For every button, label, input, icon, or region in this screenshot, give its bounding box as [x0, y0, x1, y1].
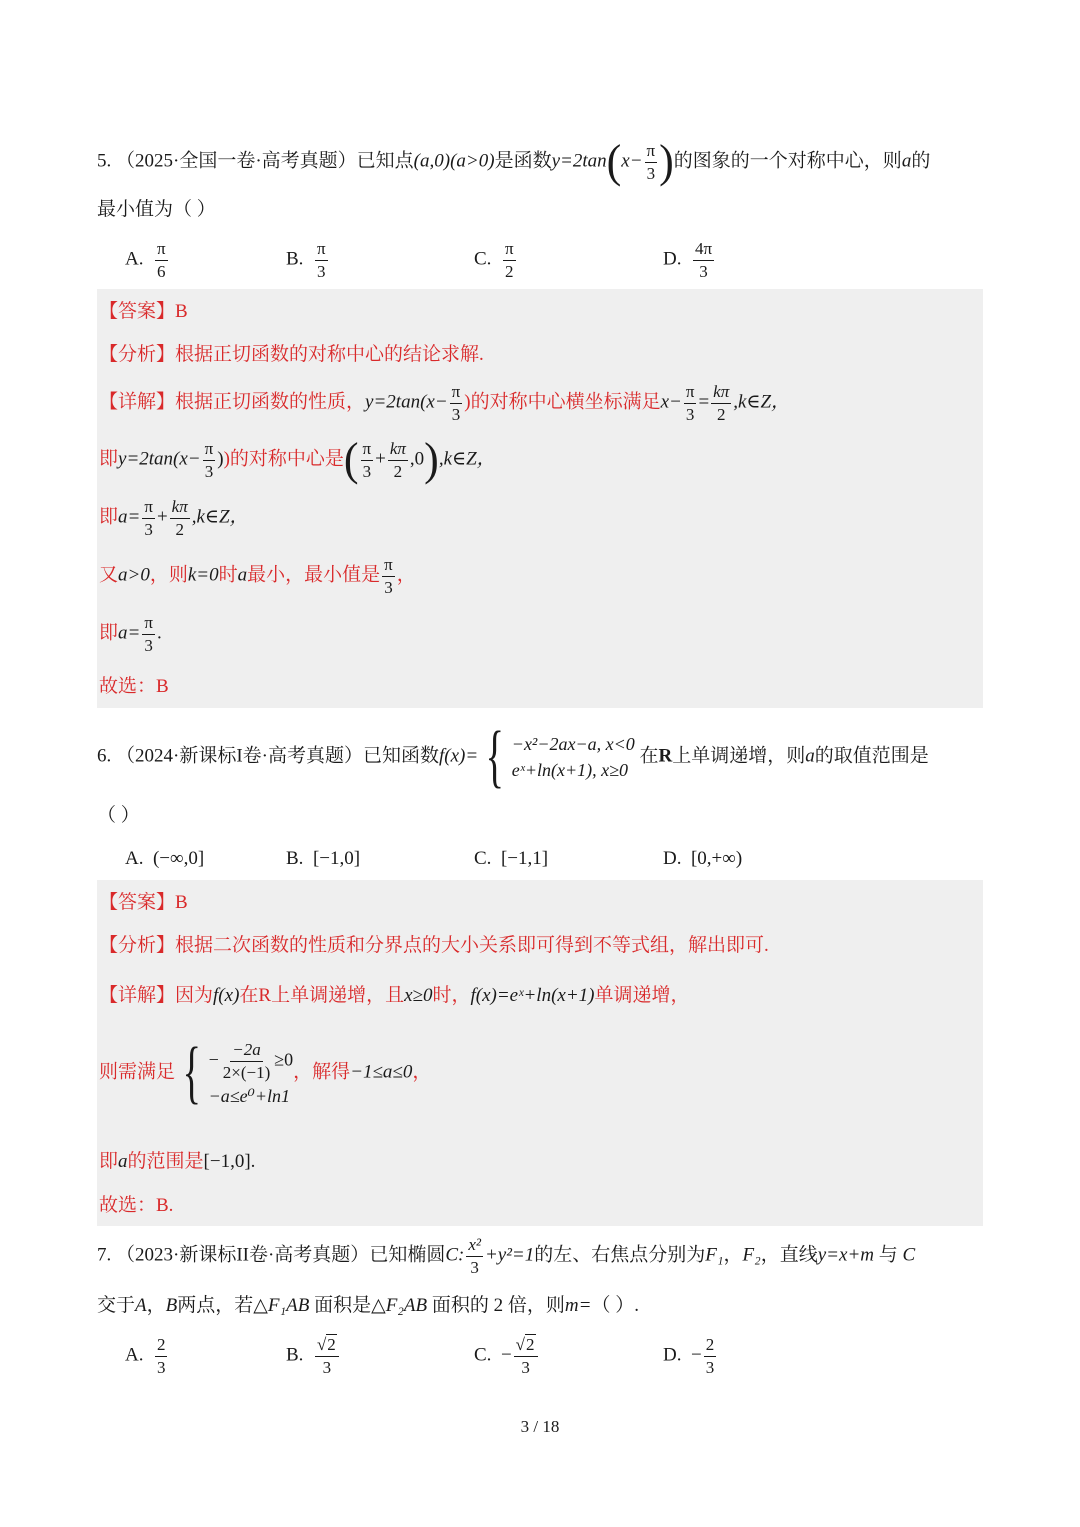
- q5-answer: 【答案】B: [99, 301, 188, 322]
- q6-detail-line3: 即a的范围是[−1,0].: [99, 1151, 256, 1172]
- q5-number: 5.: [97, 150, 112, 172]
- q7-number: 7.: [97, 1244, 112, 1266]
- q7-option-b[interactable]: B. $\frac{√2}{3}$: [286, 1336, 341, 1377]
- q7-stem-line2: 交于A，B两点，若△F₁AB 面积是△F₂AB 面积的 2 倍，则m=（ ）.: [97, 1295, 639, 1316]
- q5-detail-line4: 又a>0，则k=0时a最小，最小值是 $\frac{\pi}{3}$ ，: [99, 555, 416, 597]
- q6-answer: 【答案】B: [99, 892, 188, 913]
- q7-option-c[interactable]: C. − $\frac{√2}{3}$: [474, 1336, 540, 1377]
- q6-option-b[interactable]: B. [−1,0]: [286, 848, 361, 869]
- q5-detail-line1: 【详解】根据正切函数的性质，y=2tan(x− $\frac{\pi}{3}$ )的对称中心横坐标满足x− $\frac{\pi}{3}$ = $\frac{k\pi}{2}$ ,k∈Z，: [99, 382, 791, 424]
- q6-number: 6.: [97, 745, 112, 767]
- q7-option-d[interactable]: D. − $\frac{2}{3}$: [663, 1335, 715, 1377]
- q6-option-d[interactable]: D. [0,+∞): [663, 848, 743, 869]
- q7-source: （2023·新课标II卷·高考真题）: [116, 1244, 370, 1266]
- q7-option-a[interactable]: A. $\frac{2}{3}$: [125, 1335, 166, 1377]
- q6-analysis: 【分析】根据二次函数的性质和分界点的大小关系即可得到不等式组，解出即可.: [99, 935, 769, 956]
- q5-option-c[interactable]: C. $\frac{\pi}{2}$: [474, 239, 514, 281]
- q5-choose: 故选：B: [99, 676, 169, 697]
- q6-detail-line1: 【详解】因为f(x)在R上单调递增，且x≥0时，f(x)=eˣ+ln(x+1)单调递增，: [99, 985, 690, 1006]
- q5-option-b[interactable]: B. $\frac{\pi}{3}$: [286, 239, 326, 281]
- q5-stem-line2: 最小值为（ ）: [97, 199, 216, 220]
- q6-choose: 故选：B.: [99, 1195, 174, 1216]
- q5-frac-pi-3: $\frac{\pi}{3}$: [646, 140, 656, 183]
- q5-detail-line3: 即a= $\frac{\pi}{3}$ + $\frac{k\pi}{2}$ ,k∈Z，: [99, 497, 249, 539]
- q6-stem-line2: （ ）: [97, 805, 140, 826]
- q5-stem-line1: 5. （2025·全国一卷·高考真题）已知点(a,0)(a>0)是函数y=2tan(x− $\frac{\pi}{3}$ )的图象的一个对称中心，则a的: [97, 135, 931, 188]
- q5-option-a[interactable]: A. $\frac{\pi}{6}$: [125, 239, 166, 281]
- page-number: 3 / 18: [520, 1417, 560, 1436]
- q5-option-d[interactable]: D. $\frac{4\pi}{3}$: [663, 239, 713, 281]
- q5-detail-line2: 即y=2tan(x− $\frac{\pi}{3}$ ))的对称中心是( $\frac{\pi}{3}$ + $\frac{k\pi}{2}$ ,0),k∈Z，: [99, 433, 496, 486]
- q6-source: （2024·新课标I卷·高考真题）: [116, 745, 363, 767]
- q6-stem-line1: 6. （2024·新课标I卷·高考真题）已知函数f(x)= { −x²−2ax−a, x<0 eˣ+ln(x+1), x≥0 在R上单调递增，则a的取值范围是: [97, 718, 929, 795]
- q5-analysis: 【分析】根据正切函数的对称中心的结论求解.: [99, 344, 484, 365]
- q5-detail-line5: 即a= $\frac{\pi}{3}$ .: [99, 613, 162, 655]
- q6-option-c[interactable]: C. [−1,1]: [474, 848, 549, 869]
- q7-stem-line1: 7. （2023·新课标II卷·高考真题）已知椭圆C: $\frac{\text{x²}}{3}$ +y²=1的左、右焦点分别为F₁，F₂，直线y=x+m 与 C: [97, 1235, 916, 1277]
- q6-option-a[interactable]: A. (−∞,0]: [125, 848, 205, 869]
- q5-source: （2025·全国一卷·高考真题）: [116, 150, 357, 172]
- q6-detail-line2: 则需满足 { − $\frac{-2a}{2\times(-1)}$ ≥0 −a≤e⁰+ln1 ，解得−1≤a≤0，: [99, 1034, 432, 1111]
